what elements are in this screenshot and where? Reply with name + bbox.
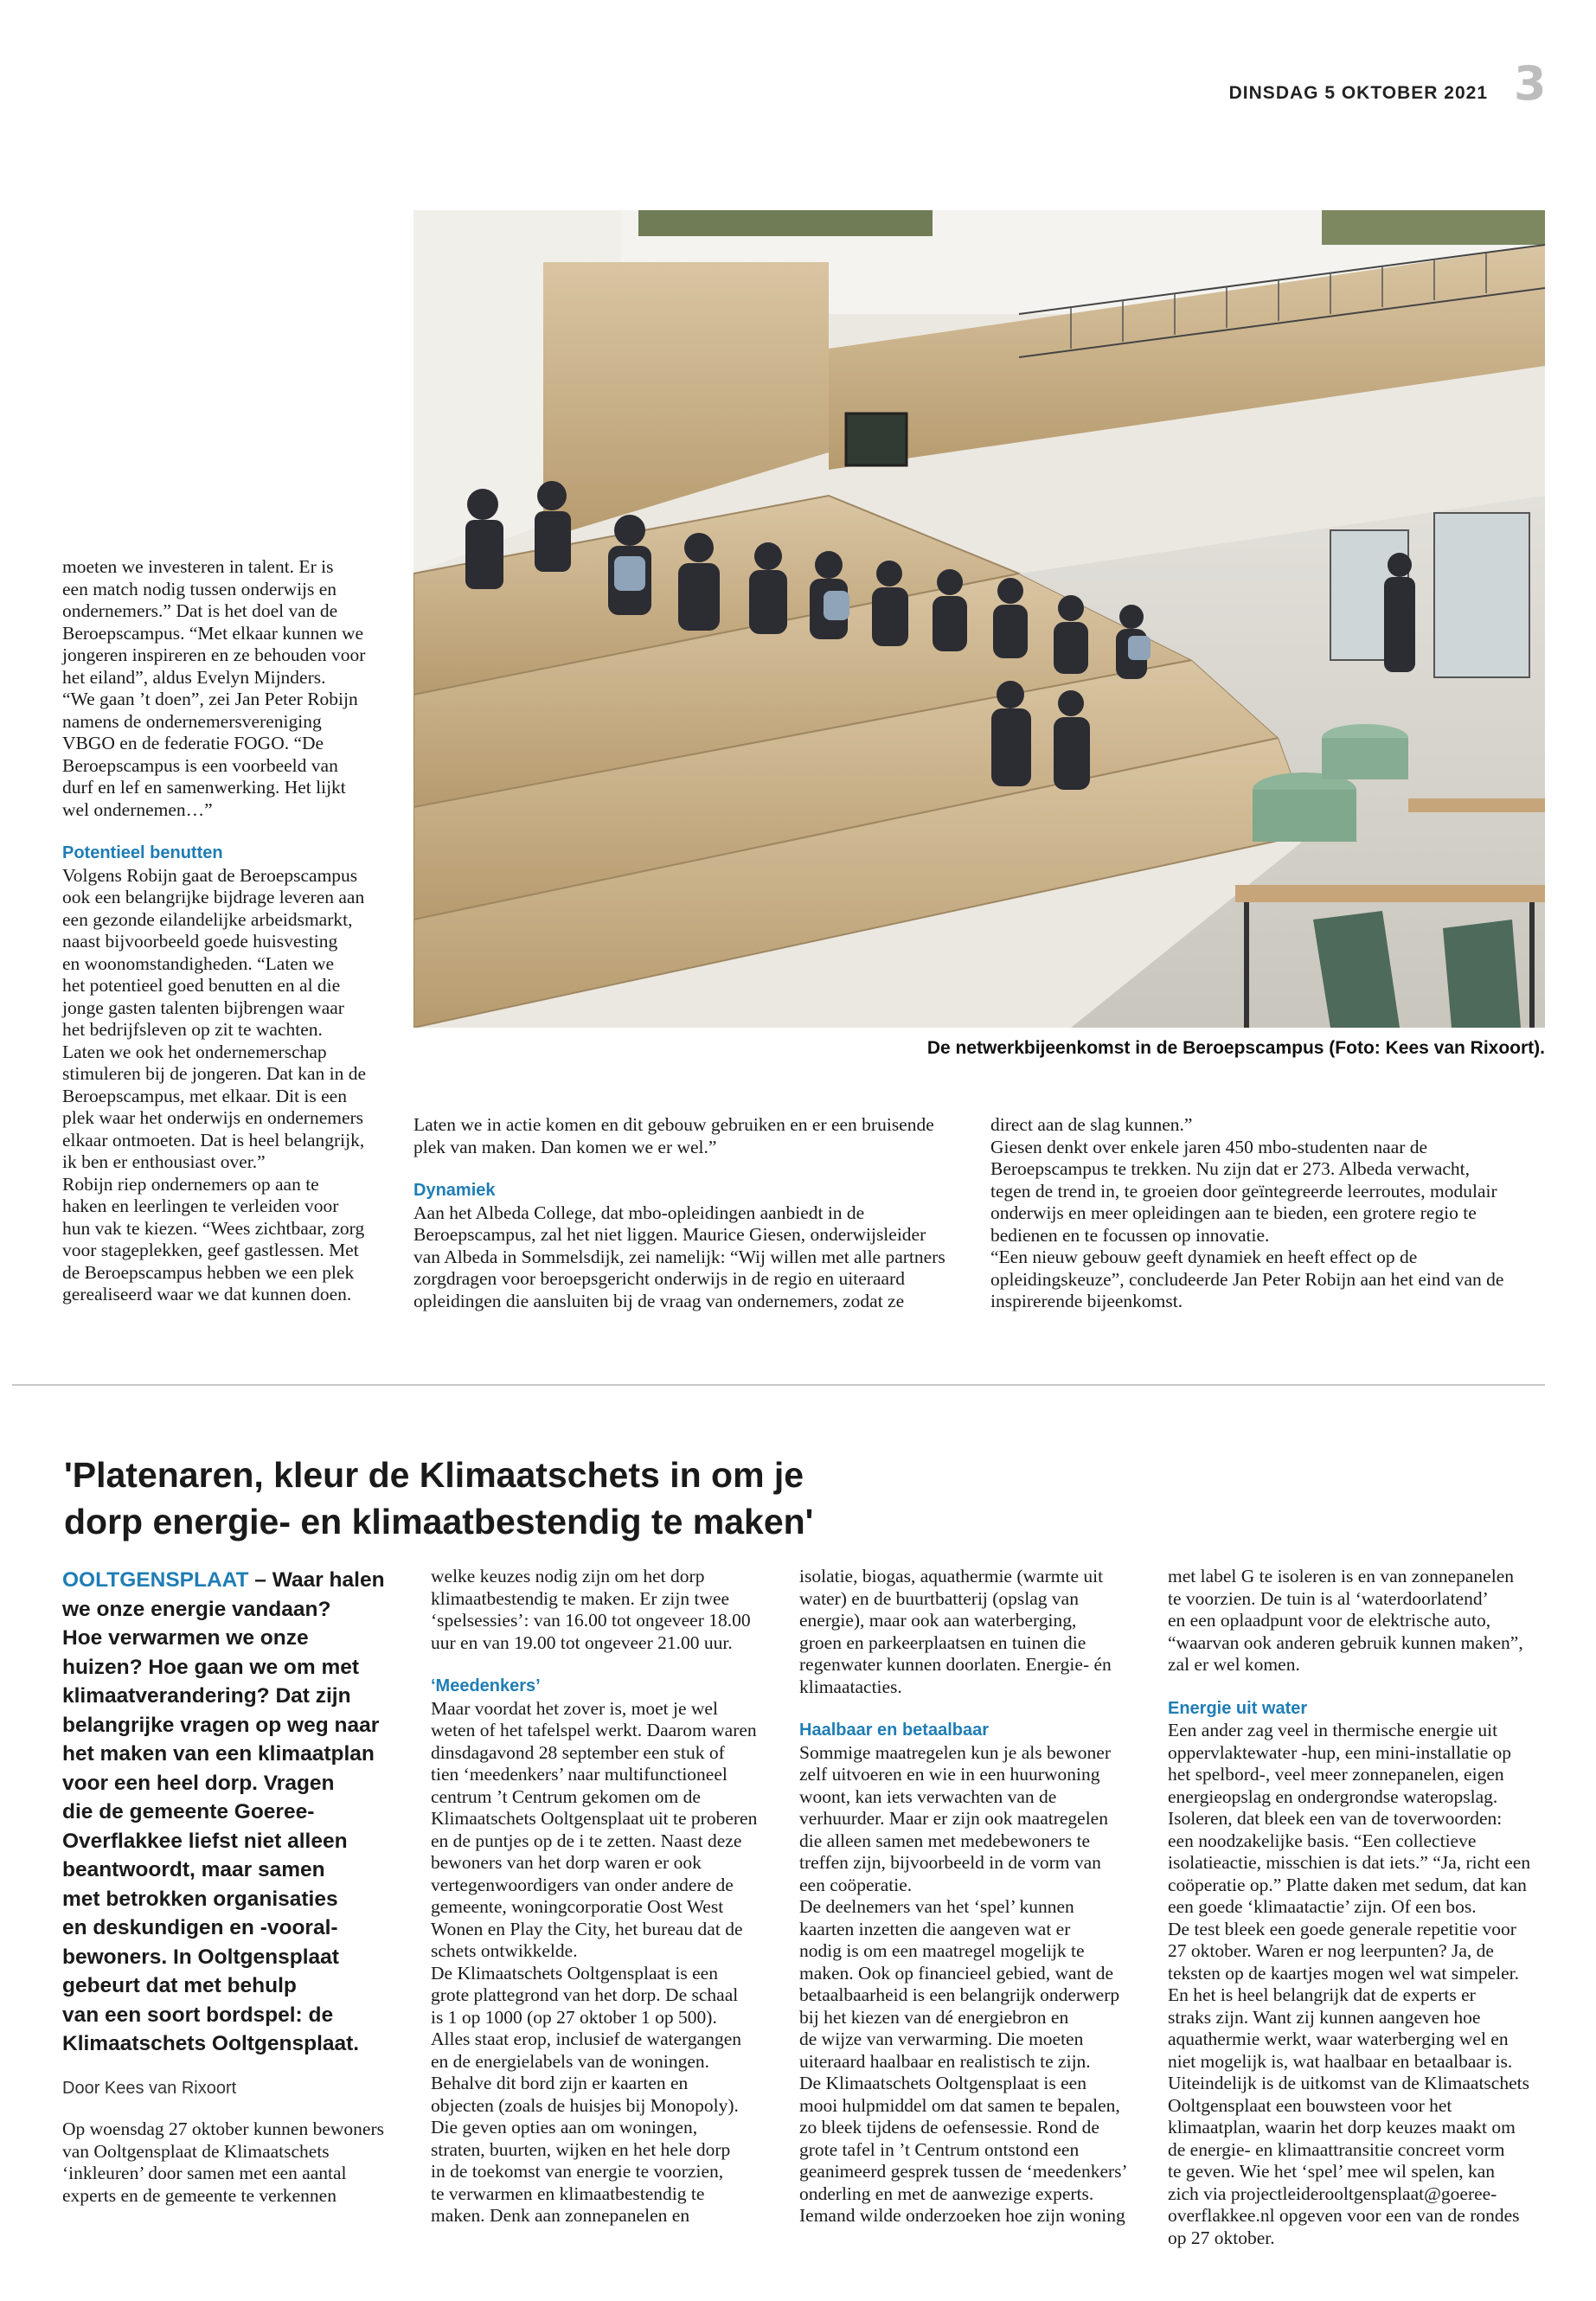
text-line: welke keuzes nodig zijn om het dorp [431,1566,705,1586]
text-line: ‘spelsessies’: van 16.00 tot ongeveer 18.00 [431,1610,751,1631]
text-line: energieopslag en ondergrondse wateropslag. [1168,1785,1498,1807]
text-line: Uiteindelijk is de uitkomst van de Klimaatschets [1168,2073,1529,2093]
text-line: verhuurder. Maar er zijn ook maatregelen [799,1808,1108,1829]
text-line: in de toekomst van energie te voorzien, [431,2161,724,2182]
text-line: dinsdagavond 28 september een stuk of [431,1741,725,1763]
text-line: plek van maken. Dan komen we er wel.” [413,1136,717,1157]
text-line: En het is heel belangrijk dat de experts er [1168,1984,1476,2005]
text-line: beantwoordt, maar samen [62,1858,325,1881]
text-line: objecten (zoals de huisjes bij Monopoly). [431,2094,739,2116]
text-line: centrum ’t Centrum gekomen om de [431,1785,701,1807]
text-line: uur en van 19.00 tot ongeveer 21.00 uur. [431,1631,733,1653]
text-line: Een ander zag veel in thermische energie uit [1168,1720,1498,1740]
text-line: een noodzakelijke basis. “Een collectieve [1168,1830,1477,1851]
text-line: belangrijke vragen op weg naar [62,1713,380,1737]
text-line: opleidingen die aansluiten bij de vraag van ondernemers, zodat ze [413,1290,905,1311]
text-line: betaalbaarheid is een belangrijk onderwerp [799,1984,1120,2005]
article2-column-1 [62,1566,426,2207]
text-line: gemeente, woningcorporatie Oost West [431,1896,724,1917]
article2-col2-text [431,1566,794,1654]
text-line: te voorzien. De tuin is al ‘waterdoorlatend’ [1168,1587,1489,1609]
text-line: Behalve dit bord zijn er kaarten en [431,2073,689,2093]
text-line: en de puntjes op de i te zetten. Naast deze [431,1830,742,1851]
text-line: die de gemeente Goeree- [62,1800,315,1823]
text-line: van Albeda in Sommelsdijk, zei namelijk: “Wij willen met alle partners [413,1246,945,1267]
text-line: De deelnemers van het ‘spel’ kunnen [799,1896,1074,1917]
article2-col3-text [799,1566,1163,1698]
text-line: de Beroepscampus hebben we een plek [62,1261,355,1283]
text-line: die alleen samen met medebewoners te [799,1830,1091,1851]
text-line: zo bleek tijdens de oefensessie. Rond de [799,2117,1099,2138]
text-line: bewoners. In Ooltgensplaat [62,1945,339,1969]
article2-lead [62,1566,426,2059]
text-line: een coöperatie. [799,1874,913,1895]
text-line: Maar voordat het zover is, moet je wel [431,1697,718,1719]
text-line: Beroepscampus. “Met elkaar kunnen we [62,622,364,644]
text-line: en de energielabels van de woningen. [431,2050,709,2072]
text-line: van een soort bordspel: de [62,2003,334,2027]
text-line: nodig is om een maatregel mogelijk te [799,1940,1085,1961]
subhead-meedenkers: ‘Meedenkers’ [431,1676,541,1695]
subhead-potentieel-benutten: Potentieel benutten [62,843,223,862]
text-line: Ooltgensplaat een bouwsteen voor het [1168,2094,1452,2116]
text-line: aquathermie werkt, waar waterberging wel en [1168,2029,1509,2049]
text-line: ‘inkleuren’ door samen met een aantal [62,2163,347,2183]
text-line: met betrokken organisaties [62,1887,338,1911]
text-line: bewoners van het dorp waren er ook [431,1852,702,1873]
text-line: Iemand wilde onderzoeken hoe zijn woning [799,2205,1125,2226]
text-line: van Ooltgensplaat de Klimaatschets [62,2140,330,2162]
text-line: wel ondernemen…” [62,798,213,820]
text-line: gerealiseerd waar we dat kunnen doen. [62,1284,352,1304]
text-line: Alles staat erop, inclusief de watergangen [431,2029,742,2049]
text-line: voor een heel dorp. Vragen [62,1771,335,1795]
text-line: voor stageplekken, geef gastlessen. Met [62,1240,359,1260]
text-line: te verwarmen en klimaatbestendig te [431,2182,705,2204]
article1-column-2 [413,1114,976,1312]
text-line: huizen? Hoe gaan we om met [62,1655,360,1679]
text-line: “waarvan ook anderen gebruik kunnen maken”, [1168,1631,1523,1653]
text-line: Die geven opties aan om woningen, [431,2117,698,2138]
text-line: klimaatverandering? Dat zijn [62,1684,351,1708]
text-line: straks zijn. Want zij kunnen aangeven hoe [1168,2006,1481,2028]
text-line: Beroepscampus te trekken. Nu zijn dat er 273. Albeda verwacht, [990,1158,1471,1179]
lead-rest [62,1595,426,2059]
photo-caption: De netwerkbijeenkomst in de Beroepscampus (Foto: Kees van Rixoort). [926,1038,1545,1058]
text-line: tien ‘meedenkers’ naar multifunctioneel [431,1764,727,1785]
headline-line-1: 'Platenaren, kleur de Klimaatschets in om je [64,1455,804,1495]
text-line: Laten we in actie komen en dit gebouw gebruiken en er een bruisende [413,1114,934,1135]
text-line: 27 oktober. Waren er nog leerpunten? Ja, de [1168,1940,1494,1961]
text-line: mooi hulpmiddel om dat samen te bepalen, [799,2094,1120,2116]
text-line: zorgdragen voor beroepsgericht onderwijs in de regio en uiteraard [413,1268,905,1289]
article2-col2b-text [431,1698,794,2227]
article1-col2b-text [413,1202,976,1313]
subhead-energie-uit-water: Energie uit water [1168,1698,1308,1718]
text-line: VBGO en de federatie FOGO. “De [62,733,324,753]
text-line: jongeren inspireren en ze behouden voor [62,644,366,665]
text-line: het bedrijfsleven op zit te wachten. [62,1019,323,1040]
text-line: klimaatbestendig te maken. Er zijn twee [431,1587,730,1609]
text-line: een match nodig tussen onderwijs en [62,578,337,599]
dateline-place: OOLTGENSPLAAT [62,1568,249,1592]
text-line: jonge gasten talenten bijbrengen waar [62,997,344,1018]
text-line: Klimaatschets Ooltgensplaat. [62,2032,360,2055]
text-line: isolatieactie, misschien is dat iets.” “Ja, richt een [1168,1852,1531,1873]
text-line: treffen zijn, bijvoorbeeld in de vorm van [799,1852,1101,1873]
article2-column-3 [799,1566,1163,2227]
headline-line-2: dorp energie- en klimaatbestendig te maken' [64,1502,814,1541]
text-line: ook een belangrijke bijdrage leveren aan [62,887,365,907]
byline: Door Kees van Rixoort [62,2078,237,2098]
text-line: namens de ondernemersvereniging [62,710,322,732]
text-line: het eiland”, aldus Evelyn Mijnders. [62,666,326,688]
text-line: De Klimaatschets Ooltgensplaat is een [431,1962,718,1984]
text-line: geanimeerd gesprek tussen de ‘meedenkers’ [799,2161,1128,2182]
text-line: en deskundigen en -vooral- [62,1916,338,1939]
text-line: bij het kiezen van dé energiebron en [799,2006,1069,2028]
article1-col1b-text [62,865,408,1306]
header-date: DINSDAG 5 OKTOBER 2021 [1228,83,1488,103]
text-line: vertegenwoordigers van onder andere de [431,1874,734,1895]
text-line: Beroepscampus, met elkaar. Dit is een [62,1085,347,1106]
text-line: isolatie, biogas, aquathermie (warmte uit [799,1566,1104,1586]
text-line: Op woensdag 27 oktober kunnen bewoners [62,2118,384,2139]
text-line: Aan het Albeda College, dat mbo-opleidingen aanbiedt in de [413,1202,865,1223]
text-line: plek waar het onderwijs en ondernemers [62,1107,364,1128]
article2-headline [64,1452,1535,1545]
text-line: maken. Denk aan zonnepanelen en [431,2205,690,2226]
text-line: Overflakkee liefst niet alleen [62,1829,348,1853]
text-line: regenwater kunnen doorlaten. Energie- én [799,1654,1112,1675]
photo-illustration [413,210,1545,1028]
text-line: weten of het tafelspel werkt. Daarom waren [431,1720,757,1740]
text-line: onderling en met de aanwezige experts. [799,2182,1094,2204]
article1-col3-text [990,1114,1544,1313]
text-line: het spelbord-, veel meer zonnepanelen, eigen [1168,1764,1504,1785]
text-line: Beroepscampus, zal het niet liggen. Maurice Giesen, onderwijsleider [413,1224,926,1245]
text-line: ondernemers.” Dat is het doel van de [62,600,338,621]
article2-column-4 [1168,1566,1548,2249]
text-line: elkaar ontmoeten. Dat is heel belangrijk, [62,1129,365,1150]
text-line: niet mogelijk is, wat haalbaar en betaalbaar is. [1168,2050,1513,2072]
text-line: teksten op de kaartjes mogen wel wat simpeler. [1168,1962,1519,1984]
text-line: klimaatacties. [799,1676,902,1697]
text-line: durf en lef en samenwerking. Het lijkt [62,777,346,798]
section-divider [12,1384,1545,1386]
text-line: hun vak te kiezen. “Wees zichtbaar, zorg [62,1217,365,1239]
text-line: Beroepscampus is een voorbeeld van [62,754,338,776]
text-line: naast bijvoorbeeld goede huisvesting [62,931,338,952]
text-line: moeten we investeren in talent. Er is [62,556,334,577]
text-line: groen en parkeerplaatsen en tuinen die [799,1631,1086,1653]
text-line: uiteraard haalbaar en realistisch te zijn. [799,2050,1091,2072]
text-line: opleidingskeuze”, concludeerde Jan Peter Robijn aan het eind van de [990,1268,1504,1290]
text-line: ik ben er enthousiast over.” [62,1151,266,1172]
text-line: grote tafel in ’t Centrum ontstond een [799,2138,1080,2160]
text-line: een gezonde eilandelijke arbeidsmarkt, [62,908,353,930]
lead-first-line: – Waar halen [248,1568,385,1592]
text-line: klimaatplan, waarin het dorp keuzes maakt om [1168,2117,1516,2138]
text-line: De Klimaatschets Ooltgensplaat is een [799,2073,1086,2093]
article1-col1-text [62,556,408,821]
article1-column-3 [990,1114,1544,1313]
text-line: en een oplaadpunt voor de elektrische auto, [1168,1610,1491,1631]
text-line: Hoe verwarmen we onze [62,1626,309,1650]
text-line: grote plattegrond van het dorp. De schaal [431,1984,739,2005]
subhead-haalbaar-en-betaalbaar: Haalbaar en betaalbaar [799,1721,989,1740]
article2-column-2 [431,1566,794,2227]
text-line: “We gaan ’t doen”, zei Jan Peter Robijn [62,689,358,709]
text-line: onderwijs en meer opleidingen aan te bieden, een grotere regio te [990,1202,1477,1223]
text-line: woont, kan iets verwachten van de [799,1785,1057,1807]
text-line: energie), maar ook aan waterberging, [799,1610,1077,1631]
text-line: het potentieel goed benutten en al die [62,975,341,996]
text-line: Robijn riep ondernemers op aan te [62,1173,319,1195]
text-line: kaarten inzetten die aangeven wat er [799,1918,1071,1939]
article2-col4-text [1168,1566,1548,1676]
text-line: inspirerende bijeenkomst. [990,1291,1183,1311]
text-line: het maken van een klimaatplan [62,1742,375,1766]
text-line: overflakkee.nl opgeven voor een van de rondes [1168,2205,1520,2226]
text-line: de wijze van verwarming. Die moeten [799,2029,1084,2049]
text-line: De test bleek een goede generale repetitie voor [1168,1918,1516,1939]
text-line: “Een nieuw gebouw geeft dynamiek en heeft effect op de [990,1247,1418,1267]
text-line: oppervlaktewater -hup, een mini-installatie op [1168,1741,1512,1763]
text-line: Wonen en Play the City, het bureau dat de [431,1918,743,1939]
text-line: straten, buurten, wijken en het hele dorp [431,2138,731,2160]
text-line: bedienen en te focussen op innovatie. [990,1224,1270,1246]
text-line: water) en de buurtbatterij (opslag van [799,1587,1079,1609]
article2-col1-text [62,2118,426,2207]
text-line: op 27 oktober. [1168,2227,1275,2248]
text-line: de energie- en klimaattransitie concreet vorm [1168,2138,1505,2160]
text-line: tegen de trend in, te groeien door geïntegreerde leerroutes, modulair [990,1180,1497,1202]
text-line: Giesen denkt over enkele jaren 450 mbo-studenten naar de [990,1136,1428,1157]
text-line: Sommige maatregelen kun je als bewoner [799,1741,1112,1763]
text-line: direct aan de slag kunnen.” [990,1114,1193,1135]
page-number: 3 [1514,56,1547,111]
text-line: Klimaatschets Ooltgensplaat uit te proberen [431,1808,758,1829]
text-line: gebeurt dat met behulp [62,1974,297,1997]
text-line: maken. Ook op financieel gebied, want de [799,1962,1113,1984]
text-line: en woonomstandigheden. “Laten we [62,952,335,974]
text-line: met label G te isoleren is en van zonnepanelen [1168,1566,1514,1586]
text-line: we onze energie vandaan? [62,1597,331,1621]
text-line: schets ontwikkelde. [431,1940,578,1961]
text-line: Laten we ook het ondernemerschap [62,1041,327,1062]
article1-col2-text [413,1114,976,1158]
text-line: een goede ‘klimaatactie’ zijn. Of een bos. [1168,1896,1477,1917]
text-line: stimuleren bij de jongeren. Dat kan in de [62,1063,367,1084]
text-line: haken en leerlingen te verleiden voor [62,1195,339,1216]
text-line: coöperatie op.” Platte daken met sedum, dat kan [1168,1874,1527,1895]
text-line: zal er wel komen. [1168,1654,1300,1675]
text-line: is 1 op 1000 (op 27 oktober 1 op 500). [431,2006,717,2028]
article1-column-1 [62,556,408,1306]
text-line: zich via projectleiderooltgensplaat@goeree- [1168,2182,1497,2204]
text-line: te geven. Wie het ‘spel’ mee wil spelen, kan [1168,2161,1496,2182]
text-line: zelf uitvoeren en wie in een huurwoning [799,1764,1100,1785]
text-line: Isoleren, dat bleek een van de toverwoorden: [1168,1808,1503,1829]
text-line: experts en de gemeente te verkennen [62,2184,337,2206]
beroepscampus-photo [413,210,1545,1028]
article2-col4b-text [1168,1720,1548,2249]
text-line: Volgens Robijn gaat de Beroepscampus [62,864,358,886]
subhead-dynamiek: Dynamiek [413,1181,496,1200]
article2-col3b-text [799,1742,1163,2227]
